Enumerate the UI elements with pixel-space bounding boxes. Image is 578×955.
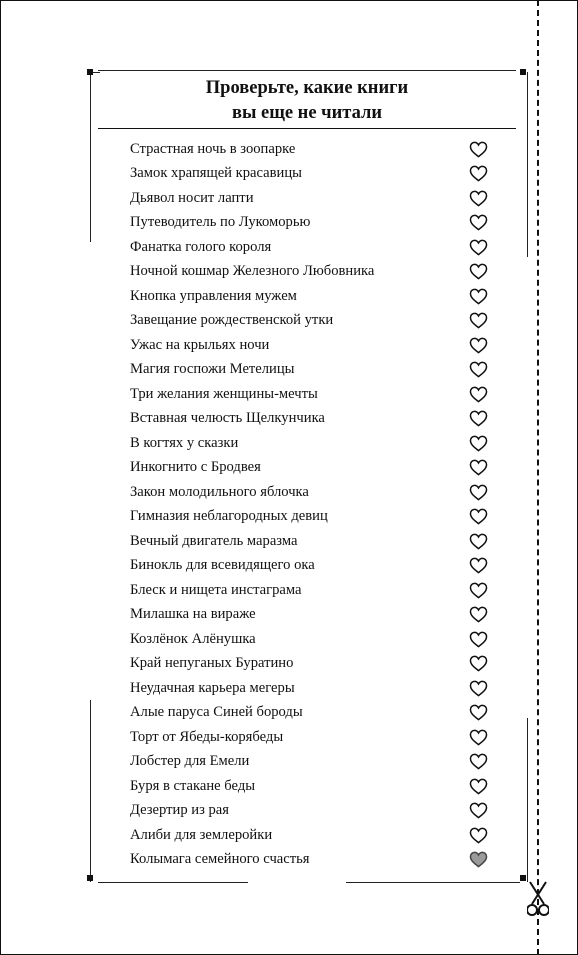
list-item bbox=[130, 480, 490, 505]
list-item bbox=[130, 186, 490, 211]
frame-corner-top-left bbox=[87, 69, 93, 75]
list-item bbox=[130, 211, 490, 236]
book-title: Путеводитель по Лукоморью bbox=[130, 214, 311, 231]
heart-icon[interactable] bbox=[469, 704, 488, 721]
book-title: Край непуганых Буратино bbox=[130, 655, 294, 672]
heart-icon[interactable] bbox=[469, 141, 488, 158]
heart-icon[interactable] bbox=[469, 557, 488, 574]
heart-icon[interactable] bbox=[469, 459, 488, 476]
heart-icon[interactable] bbox=[469, 484, 488, 501]
book-title: Магия госпожи Метелицы bbox=[130, 361, 295, 378]
book-title: Завещание рождественской утки bbox=[130, 312, 334, 329]
heart-icon[interactable] bbox=[469, 827, 488, 844]
list-item bbox=[130, 456, 490, 481]
book-title: Бинокль для всевидящего ока bbox=[130, 557, 315, 574]
book-title: Ужас на крыльях ночи bbox=[130, 336, 270, 353]
book-title: Закон молодильного яблочка bbox=[130, 483, 309, 500]
heart-icon[interactable] bbox=[469, 729, 488, 746]
book-title: Фанатка голого короля bbox=[130, 238, 272, 255]
list-item bbox=[130, 750, 490, 775]
list-item bbox=[130, 701, 490, 726]
book-title: Буря в стакане беды bbox=[130, 777, 256, 794]
book-title: Ночной кошмар Железного Любовника bbox=[130, 263, 375, 280]
heart-icon[interactable] bbox=[469, 165, 488, 182]
heart-icon[interactable] bbox=[469, 386, 488, 403]
book-title: Колымага семейного счастья bbox=[130, 851, 310, 868]
title-line-2: вы еще не читали bbox=[231, 103, 383, 123]
book-title: Замок храпящей красавицы bbox=[130, 165, 302, 182]
frame-corner-bottom-right bbox=[520, 875, 526, 881]
heart-icon[interactable] bbox=[469, 361, 488, 378]
list-item bbox=[130, 823, 490, 848]
list-item bbox=[130, 848, 490, 873]
heart-icon[interactable] bbox=[469, 778, 488, 795]
book-title: В когтях у сказки bbox=[130, 434, 239, 451]
heart-icon[interactable] bbox=[469, 312, 488, 329]
list-item bbox=[130, 799, 490, 824]
list-item bbox=[130, 627, 490, 652]
page-title bbox=[98, 76, 516, 126]
list-item bbox=[130, 652, 490, 677]
book-title: Инкогнито с Бродвея bbox=[130, 459, 261, 476]
heart-icon[interactable] bbox=[469, 582, 488, 599]
list-item bbox=[130, 725, 490, 750]
heart-icon[interactable] bbox=[469, 337, 488, 354]
heart-icon[interactable] bbox=[469, 802, 488, 819]
list-item bbox=[130, 554, 490, 579]
heart-icon[interactable] bbox=[469, 288, 488, 305]
book-title: Алые паруса Синей бороды bbox=[130, 704, 303, 721]
list-item bbox=[130, 676, 490, 701]
list-item bbox=[130, 358, 490, 383]
cut-line bbox=[537, 0, 539, 955]
book-title: Кнопка управления мужем bbox=[130, 287, 297, 304]
book-title: Неудачная карьера мегеры bbox=[130, 679, 295, 696]
list-item bbox=[130, 529, 490, 554]
book-title: Вечный двигатель маразма bbox=[130, 532, 298, 549]
title-divider bbox=[98, 128, 516, 129]
book-title: Милашка на вираже bbox=[130, 606, 256, 623]
list-item bbox=[130, 382, 490, 407]
list-item bbox=[130, 333, 490, 358]
heart-icon[interactable] bbox=[469, 190, 488, 207]
title-line-1: Проверьте, какие книги bbox=[205, 78, 409, 98]
list-item bbox=[130, 603, 490, 628]
book-list bbox=[130, 137, 490, 872]
book-title: Козлёнок Алёнушка bbox=[130, 630, 256, 647]
list-item bbox=[130, 162, 490, 187]
scissors-icon bbox=[527, 880, 549, 920]
book-title: Дезертир из рая bbox=[130, 802, 229, 819]
heart-icon[interactable] bbox=[469, 263, 488, 280]
heart-icon[interactable] bbox=[469, 508, 488, 525]
list-item bbox=[130, 137, 490, 162]
list-item bbox=[130, 260, 490, 285]
list-item bbox=[130, 578, 490, 603]
list-item bbox=[130, 431, 490, 456]
list-item bbox=[130, 284, 490, 309]
book-title: Вставная челюсть Щелкунчика bbox=[130, 410, 325, 427]
frame-corner-top-right bbox=[520, 69, 526, 75]
frame-corner-bottom-left bbox=[87, 875, 93, 881]
heart-icon[interactable] bbox=[469, 533, 488, 550]
heart-icon[interactable] bbox=[469, 655, 488, 672]
book-title: Гимназия неблагородных девиц bbox=[130, 508, 328, 525]
heart-icon[interactable] bbox=[469, 606, 488, 623]
heart-icon[interactable] bbox=[469, 435, 488, 452]
book-title: Три желания женщины-мечты bbox=[130, 385, 318, 402]
book-title: Алиби для землеройки bbox=[130, 826, 273, 843]
heart-icon[interactable] bbox=[469, 214, 488, 231]
book-title: Лобстер для Емели bbox=[130, 753, 250, 770]
list-item bbox=[130, 309, 490, 334]
book-title: Страстная ночь в зоопарке bbox=[130, 140, 296, 157]
heart-icon[interactable] bbox=[469, 851, 488, 868]
heart-icon[interactable] bbox=[469, 239, 488, 256]
heart-icon[interactable] bbox=[469, 631, 488, 648]
heart-icon[interactable] bbox=[469, 680, 488, 697]
heart-icon[interactable] bbox=[469, 410, 488, 427]
book-title: Торт от Ябеды-корябеды bbox=[130, 728, 284, 745]
list-item bbox=[130, 235, 490, 260]
list-item bbox=[130, 407, 490, 432]
book-title: Блеск и нищета инстаграма bbox=[130, 581, 302, 598]
list-item bbox=[130, 505, 490, 530]
heart-icon[interactable] bbox=[469, 753, 488, 770]
book-title: Дьявол носит лапти bbox=[130, 189, 254, 206]
list-item bbox=[130, 774, 490, 799]
